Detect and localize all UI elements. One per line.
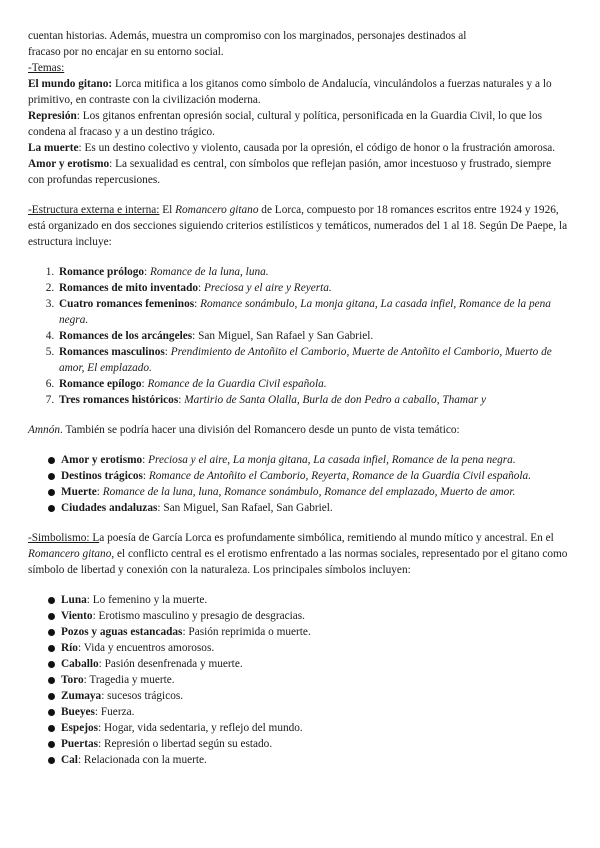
list-item: 4. Romances de los arcángeles: San Miguel, San Rafael y San Gabriel. — [57, 328, 568, 344]
tema-item-represion: Represión: Los gitanos enfrentan opresión social, cultural y política, personificada en la Guardia Civil, lo que los condena al fracaso y a un destino trágico. — [28, 110, 542, 138]
temas-heading: -Temas: — [28, 62, 65, 74]
intro-line-2: fracaso por no encajar en su entorno social. — [28, 46, 224, 58]
list-item: Bueyes: Fuerza. — [28, 704, 568, 720]
list-item: Luna: Lo femenino y la muerte. — [28, 592, 568, 608]
list-item: Pozos y aguas estancadas: Pasión reprimida o muerte. — [28, 624, 568, 640]
list-item: Puertas: Represión o libertad según su estado. — [28, 736, 568, 752]
list-item: Amor y erotismo: Preciosa y el aire, La monja gitana, La casada infiel, Romance de la pena negra. — [28, 452, 568, 468]
list-item: Destinos trágicos: Romance de Antoñito el Camborio, Reyerta, Romance de la Guardia Civil española. — [28, 468, 568, 484]
list-item: 5. Romances masculinos: Prendimiento de Antoñito el Camborio, Muerte de Antoñito el Camborio, Muerto de amor, El emplazado. — [57, 344, 568, 376]
list-item: Muerte: Romance de la luna, luna, Romance sonámbulo, Romance del emplazado, Muerto de amor. — [28, 484, 568, 500]
list-item: 7. Tres romances históricos: Martirio de Santa Olalla, Burla de don Pedro a caballo, Thamar y — [57, 392, 568, 408]
list-item: Río: Vida y encuentros amorosos. — [28, 640, 568, 656]
estructura-heading: -Estructura externa e interna: — [28, 204, 160, 216]
tema-item-muerte: La muerte: Es un destino colectivo y violento, causada por la opresión, el código de honor o la frustración amorosa. — [28, 142, 556, 154]
tema-item-mundo-gitano: El mundo gitano: Lorca mitifica a los gitanos como símbolo de Andalucía, vinculándolos a fuerzas naturales y a lo primitivo, en contraste con la civilización moderna. — [28, 78, 552, 106]
simbolismo-heading: -Simbolismo: L — [28, 532, 100, 544]
simbolos-list — [28, 592, 568, 768]
list-item: 6. Romance epílogo: Romance de la Guardia Civil española. — [57, 376, 568, 392]
list-item: Cal: Relacionada con la muerte. — [28, 752, 568, 768]
tematica-bullets — [28, 452, 568, 516]
tematica-intro: Amnón. También se podría hacer una división del Romancero desde un punto de vista temático: — [28, 424, 460, 436]
intro-line-1: cuentan historias. Además, muestra un compromiso con los marginados, personajes destinados al — [28, 30, 467, 42]
list-item: Caballo: Pasión desenfrenada y muerte. — [28, 656, 568, 672]
list-item: 2. Romances de mito inventado: Preciosa y el aire y Reyerta. — [57, 280, 568, 296]
list-item: Zumaya: sucesos trágicos. — [28, 688, 568, 704]
intro-paragraph — [28, 28, 568, 60]
estructura-paragraph: -Estructura externa e interna: El Romancero gitano de Lorca, compuesto por 18 romances escritos entre 1924 y 1926, está organizado en dos secciones siguiendo criterios estilísticos y temáticos, numerados del 1 al 18. Según De Paepe, la estructura incluye: — [28, 204, 568, 248]
list-item: Viento: Erotismo masculino y presagio de desgracias. — [28, 608, 568, 624]
list-item: Ciudades andaluzas: San Miguel, San Rafael, San Gabriel. — [28, 500, 568, 516]
list-item: Toro: Tragedia y muerte. — [28, 672, 568, 688]
list-item: 3. Cuatro romances femeninos: Romance sonámbulo, La monja gitana, La casada infiel, Romance de la pena negra. — [57, 296, 568, 328]
estructura-list — [28, 264, 568, 408]
list-item: 1. Romance prólogo: Romance de la luna, luna. — [57, 264, 568, 280]
tema-item-amor-erotismo: Amor y erotismo: La sexualidad es central, con símbolos que reflejan pasión, amor incestuoso y frustrado, siempre con profundas repercusiones. — [28, 158, 552, 186]
list-item: Espejos: Hogar, vida sedentaria, y reflejo del mundo. — [28, 720, 568, 736]
simbolismo-paragraph: -Simbolismo: La poesía de García Lorca es profundamente simbólica, remitiendo al mundo mítico y ancestral. En el Romancero gitano, el conflicto central es el erotismo enfrentado a las normas sociales, representado por el gitano como símbolo de libertad y conexión con la naturaleza. Los principales símbolos incluyen: — [28, 532, 568, 576]
